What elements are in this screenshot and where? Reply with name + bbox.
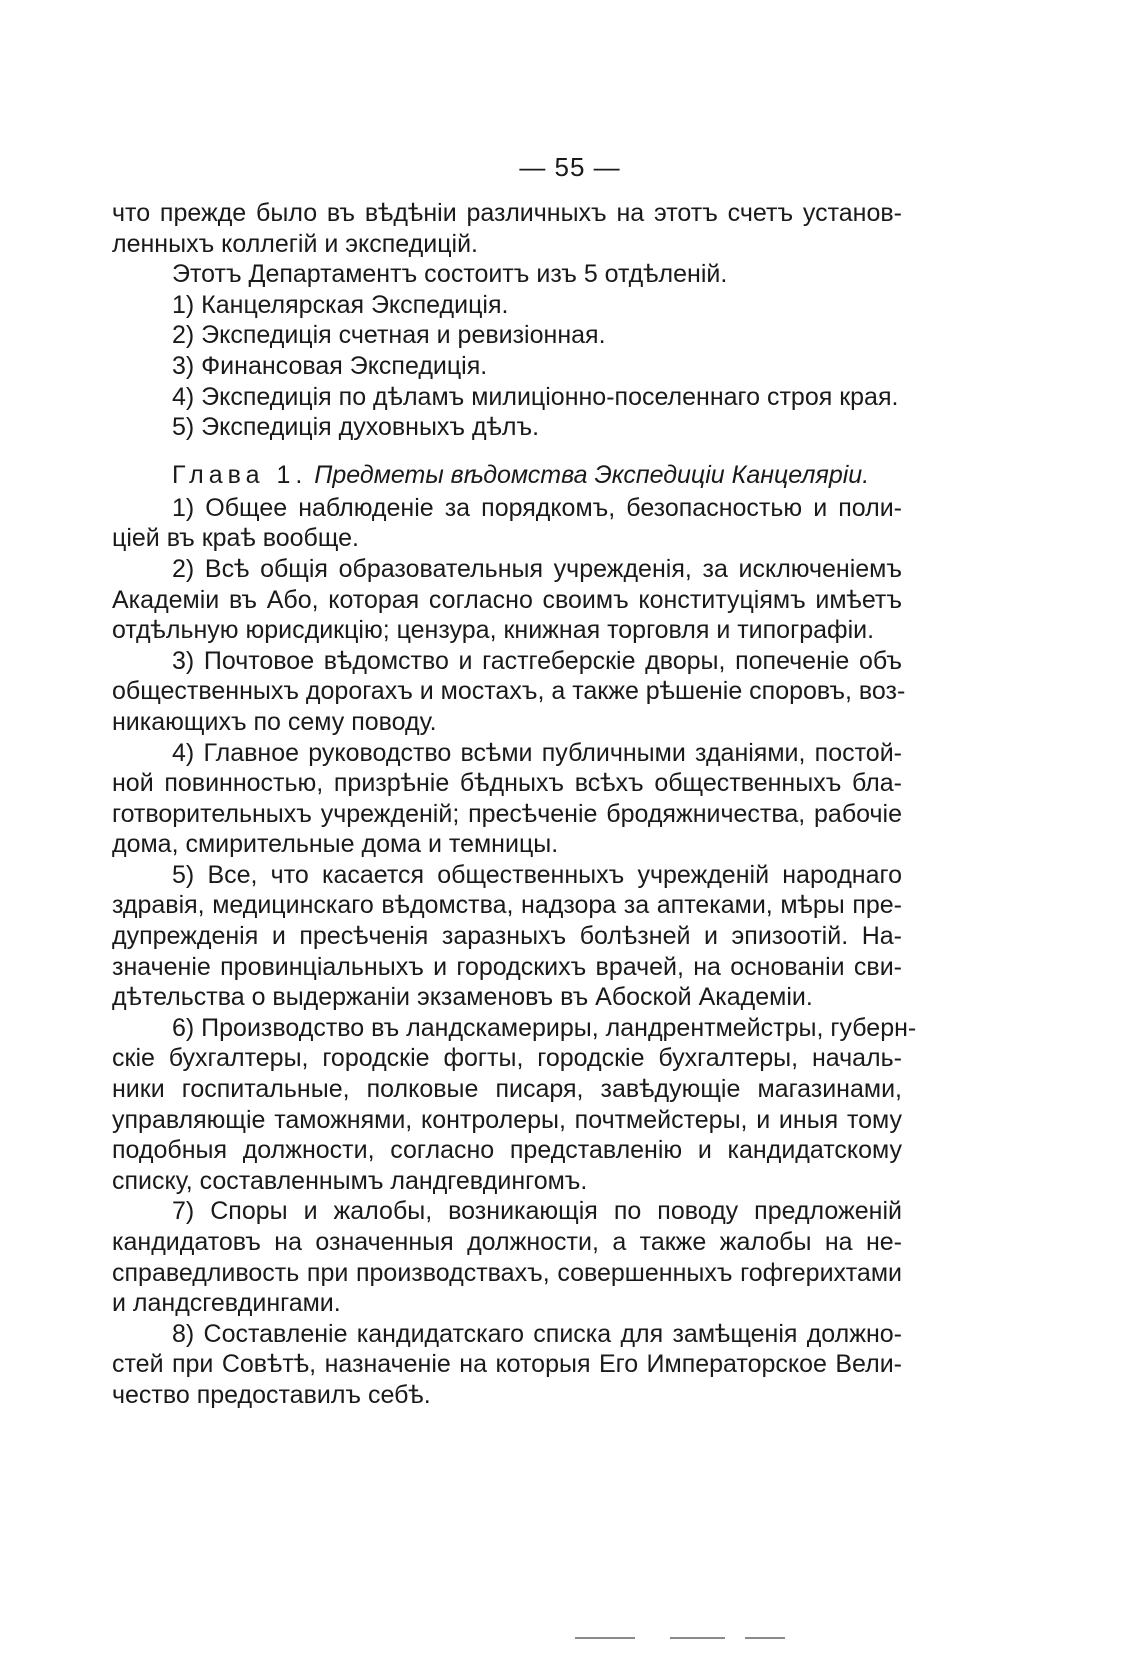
chapter-number: Глава 1. bbox=[172, 460, 308, 489]
chapter-title: Предметы вѣдомства Экспедиціи Канцеляріи. bbox=[314, 460, 870, 489]
chapter-heading bbox=[112, 457, 902, 493]
text-line: и ландсгевдингами. bbox=[112, 1289, 341, 1318]
text-line: ники госпитальные, полковые писаря, завѣдующіе магазинами, bbox=[112, 1075, 902, 1104]
paragraph-8 bbox=[112, 1319, 902, 1411]
text-line: 1) Общее наблюденіе за порядкомъ, безопасностью и поли- bbox=[172, 493, 902, 522]
paragraph-2 bbox=[112, 554, 902, 646]
text-line: что прежде было въ вѣдѣніи различныхъ на этотъ счетъ установ- bbox=[112, 199, 902, 227]
paragraph-5 bbox=[112, 860, 902, 1013]
section-gap bbox=[112, 443, 902, 457]
list-item: 1) Канцелярская Экспедиція. bbox=[172, 290, 509, 319]
list-item: 2) Экспедиція счетная и ревизіонная. bbox=[172, 321, 606, 350]
text-line: значеніе провинціальныхъ и городскихъ врачей, на основаніи сви- bbox=[112, 952, 902, 981]
text-line: ной повинностью, призрѣніе бѣдныхъ всѣхъ общественныхъ бла- bbox=[112, 769, 902, 798]
list-item: 3) Финансовая Экспедиція. bbox=[172, 351, 488, 380]
expedition-list bbox=[112, 290, 902, 443]
text-line: 7) Споры и жалобы, возникающія по поводу предложеній bbox=[172, 1197, 902, 1226]
list-item: 4) Экспедиція по дѣламъ милиціонно-поселеннаго строя края. bbox=[172, 382, 899, 411]
page-number: — 55 — bbox=[519, 152, 621, 182]
text-line: 2) Всѣ общія образовательныя учрежденія, за исключеніемъ bbox=[172, 554, 902, 583]
text-line: управляющіе таможнями, контролеры, почтмейстеры, и иныя тому bbox=[112, 1105, 902, 1134]
scan-artifact bbox=[575, 1637, 635, 1639]
text-line: стей при Совѣтѣ, назначеніе на которыя Его Императорское Вели- bbox=[112, 1350, 902, 1379]
text-line: ціей въ краѣ вообще. bbox=[112, 524, 359, 553]
text-line: здравія, медицинскаго вѣдомства, надзора за аптеками, мѣры пре- bbox=[112, 891, 902, 920]
paragraph-4 bbox=[112, 738, 902, 860]
text-line: скіе бухгалтеры, городскіе фогты, городскіе бухгалтеры, началь- bbox=[112, 1044, 902, 1073]
text-line: отдѣльную юрисдикцію; цензура, книжная торговля и типографіи. bbox=[112, 616, 875, 645]
paragraph-3 bbox=[112, 646, 906, 738]
text-line: дѣтельства о выдержаніи экзаменовъ въ Абоской Академіи. bbox=[112, 983, 813, 1012]
text-line: дома, смирительные дома и темницы. bbox=[112, 830, 559, 859]
text-line: 4) Главное руководство всѣми публичными зданіями, постой- bbox=[172, 738, 902, 767]
text-line: списку, составленнымъ ландгевдингомъ. bbox=[112, 1166, 588, 1195]
scan-artifact bbox=[670, 1637, 725, 1639]
text-line: ленныхъ коллегій и экспедицій. bbox=[112, 229, 478, 258]
text-line: 8) Составленіе кандидатскаго списка для замѣщенія должно- bbox=[172, 1319, 902, 1348]
text-line: 5) Все, что касается общественныхъ учрежденій народнаго bbox=[172, 860, 902, 889]
text-line: 6) Производство въ ландскамериры, ландрентмейстры, губерн- bbox=[172, 1013, 917, 1042]
list-item: 5) Экспедиція духовныхъ дѣлъ. bbox=[172, 413, 540, 442]
text-line: никающихъ по сему поводу. bbox=[112, 707, 437, 736]
scan-artifact bbox=[745, 1637, 785, 1639]
text-line: общественныхъ дорогахъ и мостахъ, а также рѣшеніе споровъ, воз- bbox=[112, 677, 906, 706]
text-line: подобныя должности, согласно представленію и кандидатскому bbox=[112, 1136, 902, 1165]
text-line: 3) Почтовое вѣдомство и гастгеберскіе дворы, попеченіе объ bbox=[172, 646, 902, 675]
text-line: дупрежденія и пресѣченія заразныхъ болѣзней и эпизоотій. На- bbox=[112, 922, 902, 951]
text-line: справедливость при производствахъ, совершенныхъ гофгерихтами bbox=[112, 1258, 902, 1287]
text-line: Академіи въ Або, которая согласно своимъ конституціямъ имѣетъ bbox=[112, 585, 902, 614]
paragraph-6 bbox=[112, 1013, 917, 1197]
text-line: кандидатовъ на означенныя должности, а также жалобы на не- bbox=[112, 1228, 902, 1256]
paragraph-7 bbox=[112, 1196, 902, 1318]
text-line: чество предоставилъ себѣ. bbox=[112, 1380, 431, 1409]
page-body bbox=[112, 198, 917, 1411]
department-statement: Этотъ Департаментъ состоитъ изъ 5 отдѣленій. bbox=[172, 260, 728, 289]
text-line: готворительныхъ учрежденій; пресѣченіе бродяжничества, рабочіе bbox=[112, 799, 902, 828]
intro-paragraph bbox=[112, 198, 902, 259]
paragraph-1 bbox=[112, 493, 902, 554]
